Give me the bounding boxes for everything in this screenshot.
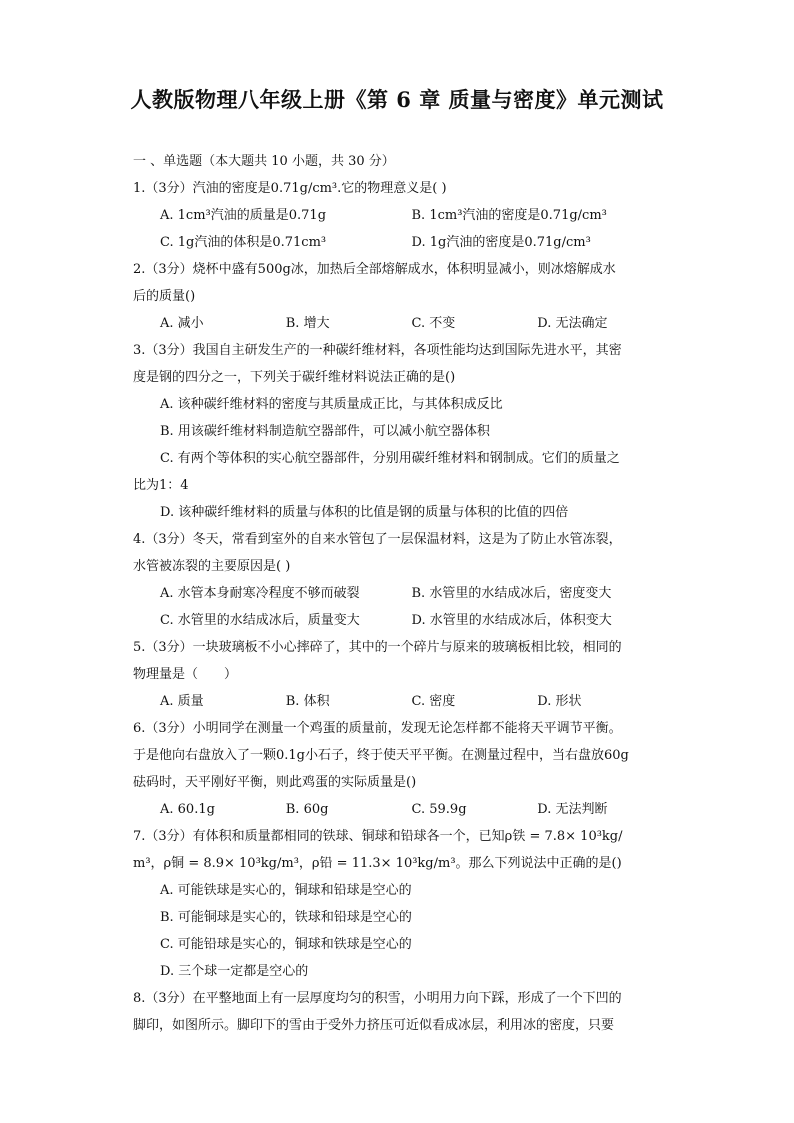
question-stem: 后的质量() (133, 289, 196, 304)
section-heading: 一 、单选题（本大题共 10 小题，共 30 分） (133, 154, 395, 169)
question-stem: 物理量是（ ） (133, 667, 238, 682)
question-stem: 3.（3分）我国自主研发生产的一种碳纤维材料，各项性能均达到国际先进水平，其密 (133, 343, 622, 358)
option-b: B. 水管里的水结成冰后，密度变大 (411, 586, 612, 601)
option-c: C. 59.9g (411, 802, 467, 817)
option-a: A. 质量 (160, 694, 204, 709)
option-d: D. 无法判断 (537, 802, 608, 817)
question-stem: 脚印，如图所示。脚印下的雪由于受外力挤压可近似看成冰层，利用冰的密度，只要 (133, 1018, 615, 1033)
options-row (133, 796, 663, 823)
option-a: A. 该种碳纤维材料的密度与其质量成正比，与其体积成反比 (160, 397, 503, 412)
option-d: D. 三个球一定都是空心的 (160, 964, 309, 979)
option-c: C. 有两个等体积的实心航空器部件，分别用碳纤维材料和钢制成。它们的质量之 (160, 451, 620, 466)
question-stem: 5.（3分）一块玻璃板不小心摔碎了，其中的一个碎片与原来的玻璃板相比较，相同的 (133, 640, 622, 655)
option-b: B. 增大 (285, 316, 330, 331)
option-c: C. 水管里的水结成冰后，质量变大 (160, 613, 360, 628)
question-stem: 度是钢的四分之一，下列关于碳纤维材料说法正确的是() (133, 370, 456, 385)
option-d: D. 该种碳纤维材料的质量与体积的比值是钢的质量与体积的比值的四倍 (160, 505, 569, 520)
question-7 (133, 823, 663, 985)
question-2 (133, 256, 663, 337)
options-row (133, 607, 663, 634)
options-row (133, 310, 663, 337)
option-d: D. 1g汽油的密度是0.71g/cm³ (411, 235, 591, 250)
question-list (133, 148, 663, 1039)
option-c: C. 密度 (411, 694, 456, 709)
question-stem: 4.（3分）冬天，常看到室外的自来水管包了一层保温材料，这是为了防止水管冻裂， (133, 532, 622, 547)
question-stem: 水管被冻裂的主要原因是( ) (133, 559, 291, 574)
question-8 (133, 985, 663, 1039)
option-d: D. 无法确定 (537, 316, 608, 331)
option-d: D. 形状 (537, 694, 582, 709)
option-a: A. 1cm³汽油的质量是0.71g (160, 208, 327, 223)
option-c: C. 可能铅球是实心的，铜球和铁球是空心的 (160, 937, 412, 952)
option-a: A. 水管本身耐寒冷程度不够而破裂 (160, 586, 360, 601)
question-stem: 于是他向右盘放入了一颗0.1g小石子，终于使天平平衡。在测量过程中，当右盘放60g (133, 748, 629, 763)
question-5 (133, 634, 663, 715)
question-6 (133, 715, 663, 823)
options-row (133, 202, 663, 229)
option-c: C. 1g汽油的体积是0.71cm³ (160, 235, 327, 250)
option-c: C. 不变 (411, 316, 456, 331)
question-stem: 8.（3分）在平整地面上有一层厚度均匀的积雪，小明用力向下踩，形成了一个下凹的 (133, 991, 622, 1006)
question-stem: 6.（3分）小明同学在测量一个鸡蛋的质量前，发现无论怎样都不能将天平调节平衡。 (133, 721, 622, 736)
option-a: A. 60.1g (160, 802, 215, 817)
question-3 (133, 337, 663, 526)
option-d: D. 水管里的水结成冰后，体积变大 (411, 613, 612, 628)
question-stem: m³，ρ铜 = 8.9× 10³kg/m³，ρ铅 = 11.3× 10³kg/m³。那么下列说法中正确的是() (133, 856, 622, 871)
option-c-continued: 比为1：4 (133, 478, 189, 493)
question-stem: 2.（3分）烧杯中盛有500g冰，加热后全部熔解成水，体积明显减小，则冰熔解成水 (133, 262, 616, 277)
option-b: B. 用该碳纤维材料制造航空器部件，可以减小航空器体积 (160, 424, 490, 439)
option-a: A. 减小 (160, 316, 204, 331)
question-stem: 1.（3分）汽油的密度是0.71g/cm³.它的物理意义是( ) (133, 181, 447, 196)
options-row (133, 688, 663, 715)
options-row (133, 580, 663, 607)
option-a: A. 可能铁球是实心的，铜球和铅球是空心的 (160, 883, 412, 898)
page-title: 人教版物理八年级上册《第 6 章 质量与密度》单元测试 (130, 87, 664, 112)
question-4 (133, 526, 663, 634)
option-b: B. 1cm³汽油的密度是0.71g/cm³ (411, 208, 607, 223)
question-1 (133, 175, 663, 256)
question-stem: 7.（3分）有体积和质量都相同的铁球、铜球和铅球各一个，已知ρ铁 = 7.8× 10³kg/ (133, 829, 623, 844)
option-b: B. 60g (285, 802, 329, 817)
option-b: B. 体积 (285, 694, 330, 709)
options-row (133, 229, 663, 256)
question-stem: 砝码时，天平刚好平衡，则此鸡蛋的实际质量是() (133, 775, 417, 790)
option-b: B. 可能铜球是实心的，铁球和铅球是空心的 (160, 910, 412, 925)
